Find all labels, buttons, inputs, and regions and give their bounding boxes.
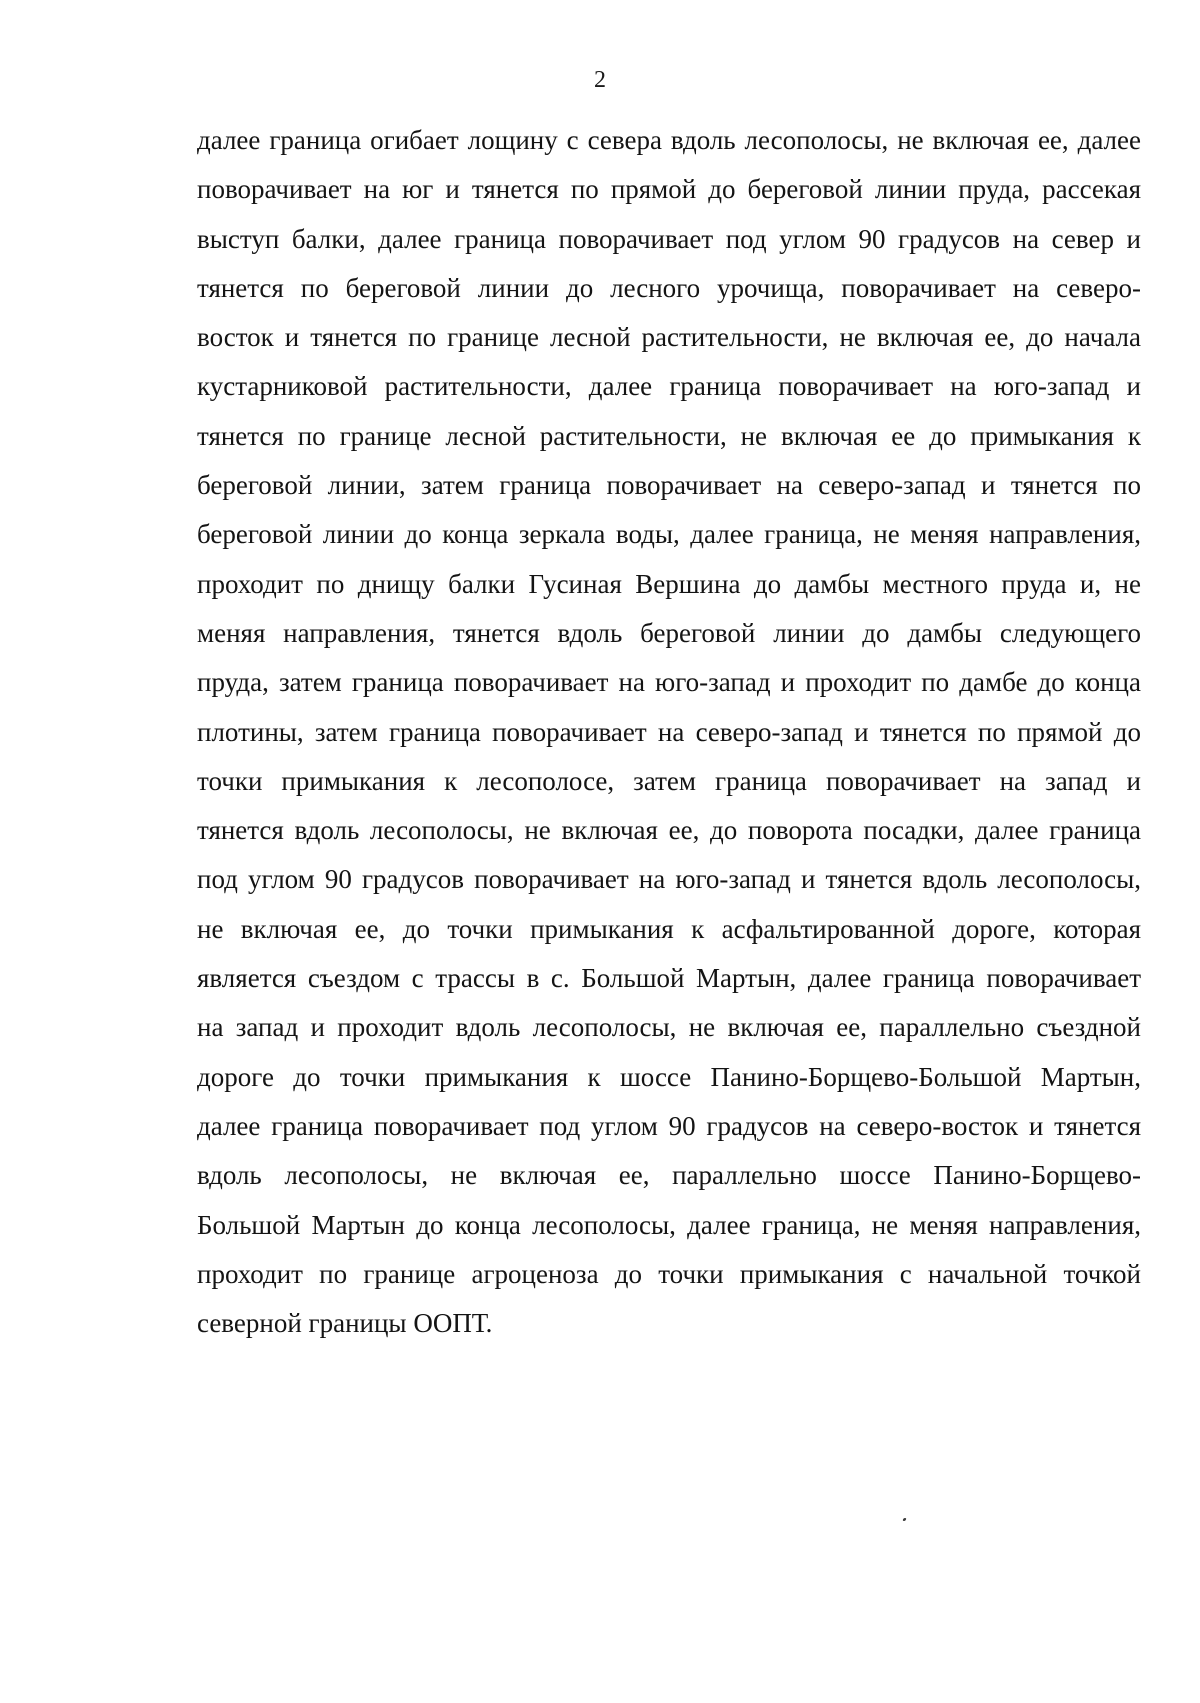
text-line: является съездом с трассы в с. Большой Мартын, далее граница поворачивает [197, 963, 1141, 994]
page-number: 2 [594, 67, 606, 93]
text-line: меняя направления, тянется вдоль береговой линии до дамбы следующего [197, 617, 1141, 648]
text-line: кустарниковой растительности, далее граница поворачивает на юго-запад и [197, 371, 1141, 402]
body-paragraph [197, 116, 1141, 1348]
text-line: далее граница огибает лощину с севера вдоль лесополосы, не включая ее, далее [197, 125, 1141, 155]
text-line: вдоль лесополосы, не включая ее, параллельно шоссе Панино-Борщево- [197, 1160, 1141, 1191]
text-line: поворачивает на юг и тянется по прямой до береговой линии пруда, рассекая [197, 174, 1141, 205]
text-line: под углом 90 градусов поворачивает на юго-запад и тянется вдоль лесополосы, [197, 864, 1141, 895]
text-line: проходит по границе агроценоза до точки примыкания с начальной точкой [197, 1258, 1141, 1289]
text-line: проходит по днищу балки Гусиная Вершина до дамбы местного пруда и, не [197, 568, 1141, 599]
text-line: на запад и проходит вдоль лесополосы, не включая ее, параллельно съездной [197, 1012, 1141, 1043]
text-line: тянется по береговой линии до лесного урочища, поворачивает на северо- [197, 272, 1141, 303]
text-line: выступ балки, далее граница поворачивает под углом 90 градусов на север и [197, 223, 1141, 254]
text-line: восток и тянется по границе лесной растительности, не включая ее, до начала [197, 322, 1141, 353]
text-line: тянется вдоль лесополосы, не включая ее, до поворота посадки, далее граница [197, 815, 1141, 846]
text-line: береговой линии до конца зеркала воды, далее граница, не меняя направления, [197, 519, 1141, 550]
text-line: дороге до точки примыкания к шоссе Панино-Борщево-Большой Мартын, [197, 1061, 1141, 1092]
scan-speck [902, 1518, 906, 1521]
text-line: Большой Мартын до конца лесополосы, далее граница, не меняя направления, [197, 1209, 1141, 1240]
text-line: плотины, затем граница поворачивает на северо-запад и тянется по прямой до [197, 716, 1141, 747]
text-line: далее граница поворачивает под углом 90 градусов на северо-восток и тянется [197, 1110, 1141, 1141]
text-line: пруда, затем граница поворачивает на юго-запад и проходит по дамбе до конца [197, 667, 1141, 698]
text-line: точки примыкания к лесополосе, затем граница поворачивает на запад и [197, 765, 1141, 796]
text-line: тянется по границе лесной растительности, не включая ее до примыкания к [197, 420, 1141, 451]
text-line: северной границы ООПТ. [197, 1308, 493, 1339]
text-line: не включая ее, до точки примыкания к асфальтированной дороге, которая [197, 913, 1141, 944]
text-line: береговой линии, затем граница поворачивает на северо-запад и тянется по [197, 470, 1141, 501]
